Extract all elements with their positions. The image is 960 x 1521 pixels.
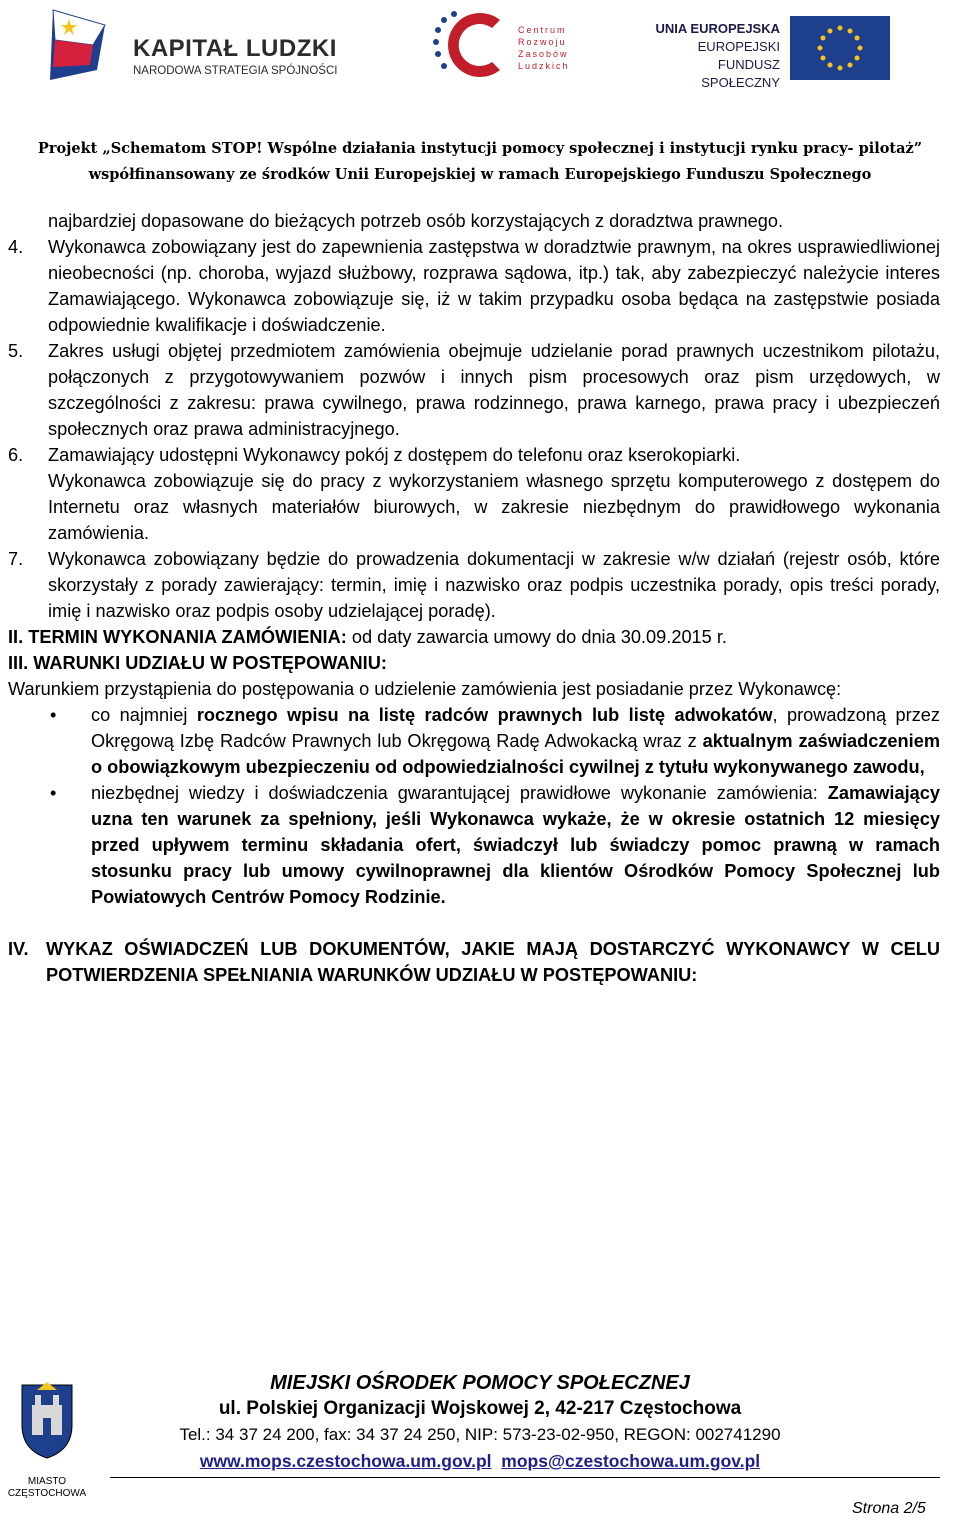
project-line-2: współfinansowany ze środków Unii Europejskiej w ramach Europejskiego Funduszu Społecznego: [88, 166, 872, 183]
logo-line: CZĘSTOCHOWA: [7, 1488, 87, 1499]
footer-contact: Tel.: 34 37 24 200, fax: 34 37 24 250, NIP: 573-23-02-950, REGON: 002741290: [179, 1425, 781, 1444]
ue-line: UNIA EUROPEJSKA: [655, 21, 780, 36]
bullet-bold: aktualnym zaświadczeniem o obowiązkowym ubezpieczeniu od odpowiedzialności cywilnej z tytułu wykonywanego zawodu,: [91, 731, 940, 777]
crzl-line: Rozwoju: [518, 37, 567, 47]
section-3-intro: Warunkiem przystąpienia do postępowania o udzielenie zamówienia jest posiadanie przez Wykonawcę:: [8, 679, 842, 699]
intro-paragraph: najbardziej dopasowane do bieżących potrzeb osób korzystających z doradztwa prawnego.: [48, 211, 784, 231]
list-item-4: [8, 234, 940, 338]
website-link[interactable]: www.mops.czestochowa.um.gov.pl: [199, 1451, 492, 1471]
eu-flag-icon: [790, 16, 890, 80]
section-4-heading: [8, 936, 940, 988]
list-number: 5.: [8, 341, 24, 361]
list-text: Zakres usługi objętej przedmiotem zamówienia obejmuje udzielanie porad prawnych uczestnikom pilotażu, połączonych z przygotowywaniem pozwów i innych pism procesowych oraz pism urzędowych, w szczególności z zakresu: prawa cywilnego, prawa rodzinnego, prawa karnego, prawa pracy i ubezpieczeń społecznych oraz prawa administracyjnego.: [48, 341, 940, 439]
section-2-text: od daty zawarcia umowy do dnia 30.09.2015 r.: [346, 627, 727, 647]
section-2-heading: II. TERMIN WYKONANIA ZAMÓWIENIA:: [8, 627, 347, 647]
crzl-text: [518, 24, 570, 72]
bullet-text: , prowadzoną przez Okręgową Izbę Radców Prawnych lub Okręgową Radę Adwokacką wraz z: [91, 705, 940, 751]
list-number: 4.: [8, 237, 24, 257]
crzl-line: Ludzkich: [518, 61, 570, 71]
section-3-title: III. WARUNKI UDZIAŁU W POSTĘPOWANIU:: [8, 653, 387, 673]
section-4-number: IV.: [8, 939, 29, 959]
ue-line: EUROPEJSKI: [697, 39, 780, 54]
bullet-bold: rocznego wpisu na listę radców prawnych lub listę adwokatów: [196, 705, 773, 725]
ue-text: [645, 20, 780, 92]
ue-line: FUNDUSZ SPOŁECZNY: [701, 57, 780, 90]
footer-text: [110, 1370, 850, 1474]
list-item-6-continuation: Wykonawca zobowiązuje się do pracy z wykorzystaniem własnego sprzętu komputerowego z dostępem do Internetu oraz własnych materiałów biurowych, w zakresie niezbędnym do prawidłowego wykonania zamówienia.: [48, 471, 940, 543]
kapital-ludzki-flag-icon: [45, 5, 115, 85]
bullet-item-2: [8, 780, 940, 910]
bullet-text: niezbędnej wiedzy i doświadczenia gwarantującej prawidłowe wykonanie zamówienia:: [91, 783, 828, 803]
crzl-line: Zasobów: [518, 49, 569, 59]
czestochowa-logo-text: [5, 1476, 89, 1500]
bullet-text: co najmniej: [91, 705, 197, 725]
section-3-heading: [8, 650, 940, 676]
section-2: [8, 624, 940, 650]
project-line-1: Projekt „Schematom STOP! Wspólne działania instytucji pomocy społecznej i instytucji rynku pracy- pilotaż”: [37, 140, 923, 157]
bullet-icon: •: [50, 705, 57, 725]
header-logos: [0, 0, 960, 100]
footer-divider: [110, 1477, 940, 1478]
footer-address: ul. Polskiej Organizacji Wojskowej 2, 42-217 Częstochowa: [218, 1398, 742, 1419]
list-item-7: [8, 546, 940, 624]
project-header: [0, 136, 960, 188]
section-4-title: WYKAZ OŚWIADCZEŃ LUB DOKUMENTÓW, JAKIE MAJĄ DOSTARCZYĆ WYKONAWCY W CELU POTWIERDZENIA SPEŁNIANIA WARUNKÓW UDZIAŁU W POSTĘPOWANIU:: [46, 939, 940, 985]
list-number: 7.: [8, 549, 24, 569]
czestochowa-crest-icon: [17, 1380, 77, 1460]
czestochowa-logo: [5, 1380, 95, 1500]
list-text: Wykonawca zobowiązany będzie do prowadzenia dokumentacji w zakresie w/w działań (rejestr osób, które skorzystały z porady zawierający: termin, imię i nazwisko oraz podpis uczestnika porady, opis treści porady, imię i nazwisko oraz podpis osoby udzielającej poradę).: [48, 549, 940, 621]
kapital-ludzki-subtitle: NARODOWA STRATEGIA SPÓJNOŚCI: [133, 65, 338, 77]
page-number: Strona 2/5: [852, 1500, 926, 1517]
bullet-item-1: [8, 702, 940, 780]
bullet-bold: Zamawiający uzna ten warunek za spełniony, jeśli Wykonawca wykaże, że w okresie ostatnich 12 miesięcy przed upływem terminu składania ofert, świadczył lub świadczy pomoc prawną w ramach stosunku pracy lub umowy cywilnoprawnej dla klientów Ośrodków Pomocy Społecznej lub Powiatowych Centrów Pomocy Rodzinie.: [91, 783, 940, 907]
bullet-icon: •: [50, 783, 57, 803]
footer-links: [110, 1448, 850, 1474]
logo-line: MIASTO: [27, 1476, 67, 1487]
list-item-5: [8, 338, 940, 442]
list-text: Zamawiający udostępni Wykonawcy pokój z dostępem do telefonu oraz kserokopiarki.: [48, 445, 741, 465]
ue-efs-logo: [640, 10, 900, 90]
document-body: [8, 208, 940, 988]
list-text: Wykonawca zobowiązany jest do zapewnienia zastępstwa w doradztwie prawnym, na okres usprawiedliwionej nieobecności (np. choroba, wyjazd służbowy, rozprawa sądowa, itp.) tak, aby zabezpieczyć należycie interes Zamawiającego. Wykonawca zobowiązuje się, iż w takim przypadku osoba będąca na zastępstwie posiada odpowiednie kwalifikacje i doświadczenie.: [48, 237, 940, 335]
crzl-logo: [430, 10, 580, 80]
email-link[interactable]: mops@czestochowa.um.gov.pl: [501, 1451, 761, 1471]
crzl-emblem-icon: [430, 10, 515, 80]
crzl-line: Centrum: [518, 25, 567, 35]
list-item-6: [8, 442, 940, 468]
list-number: 6.: [8, 445, 24, 465]
kapital-ludzki-title: KAPITAŁ LUDZKI: [133, 35, 337, 62]
footer-org-name: MIEJSKI OŚRODEK POMOCY SPOŁECZNEJ: [270, 1372, 690, 1394]
kapital-ludzki-logo: [45, 5, 365, 85]
